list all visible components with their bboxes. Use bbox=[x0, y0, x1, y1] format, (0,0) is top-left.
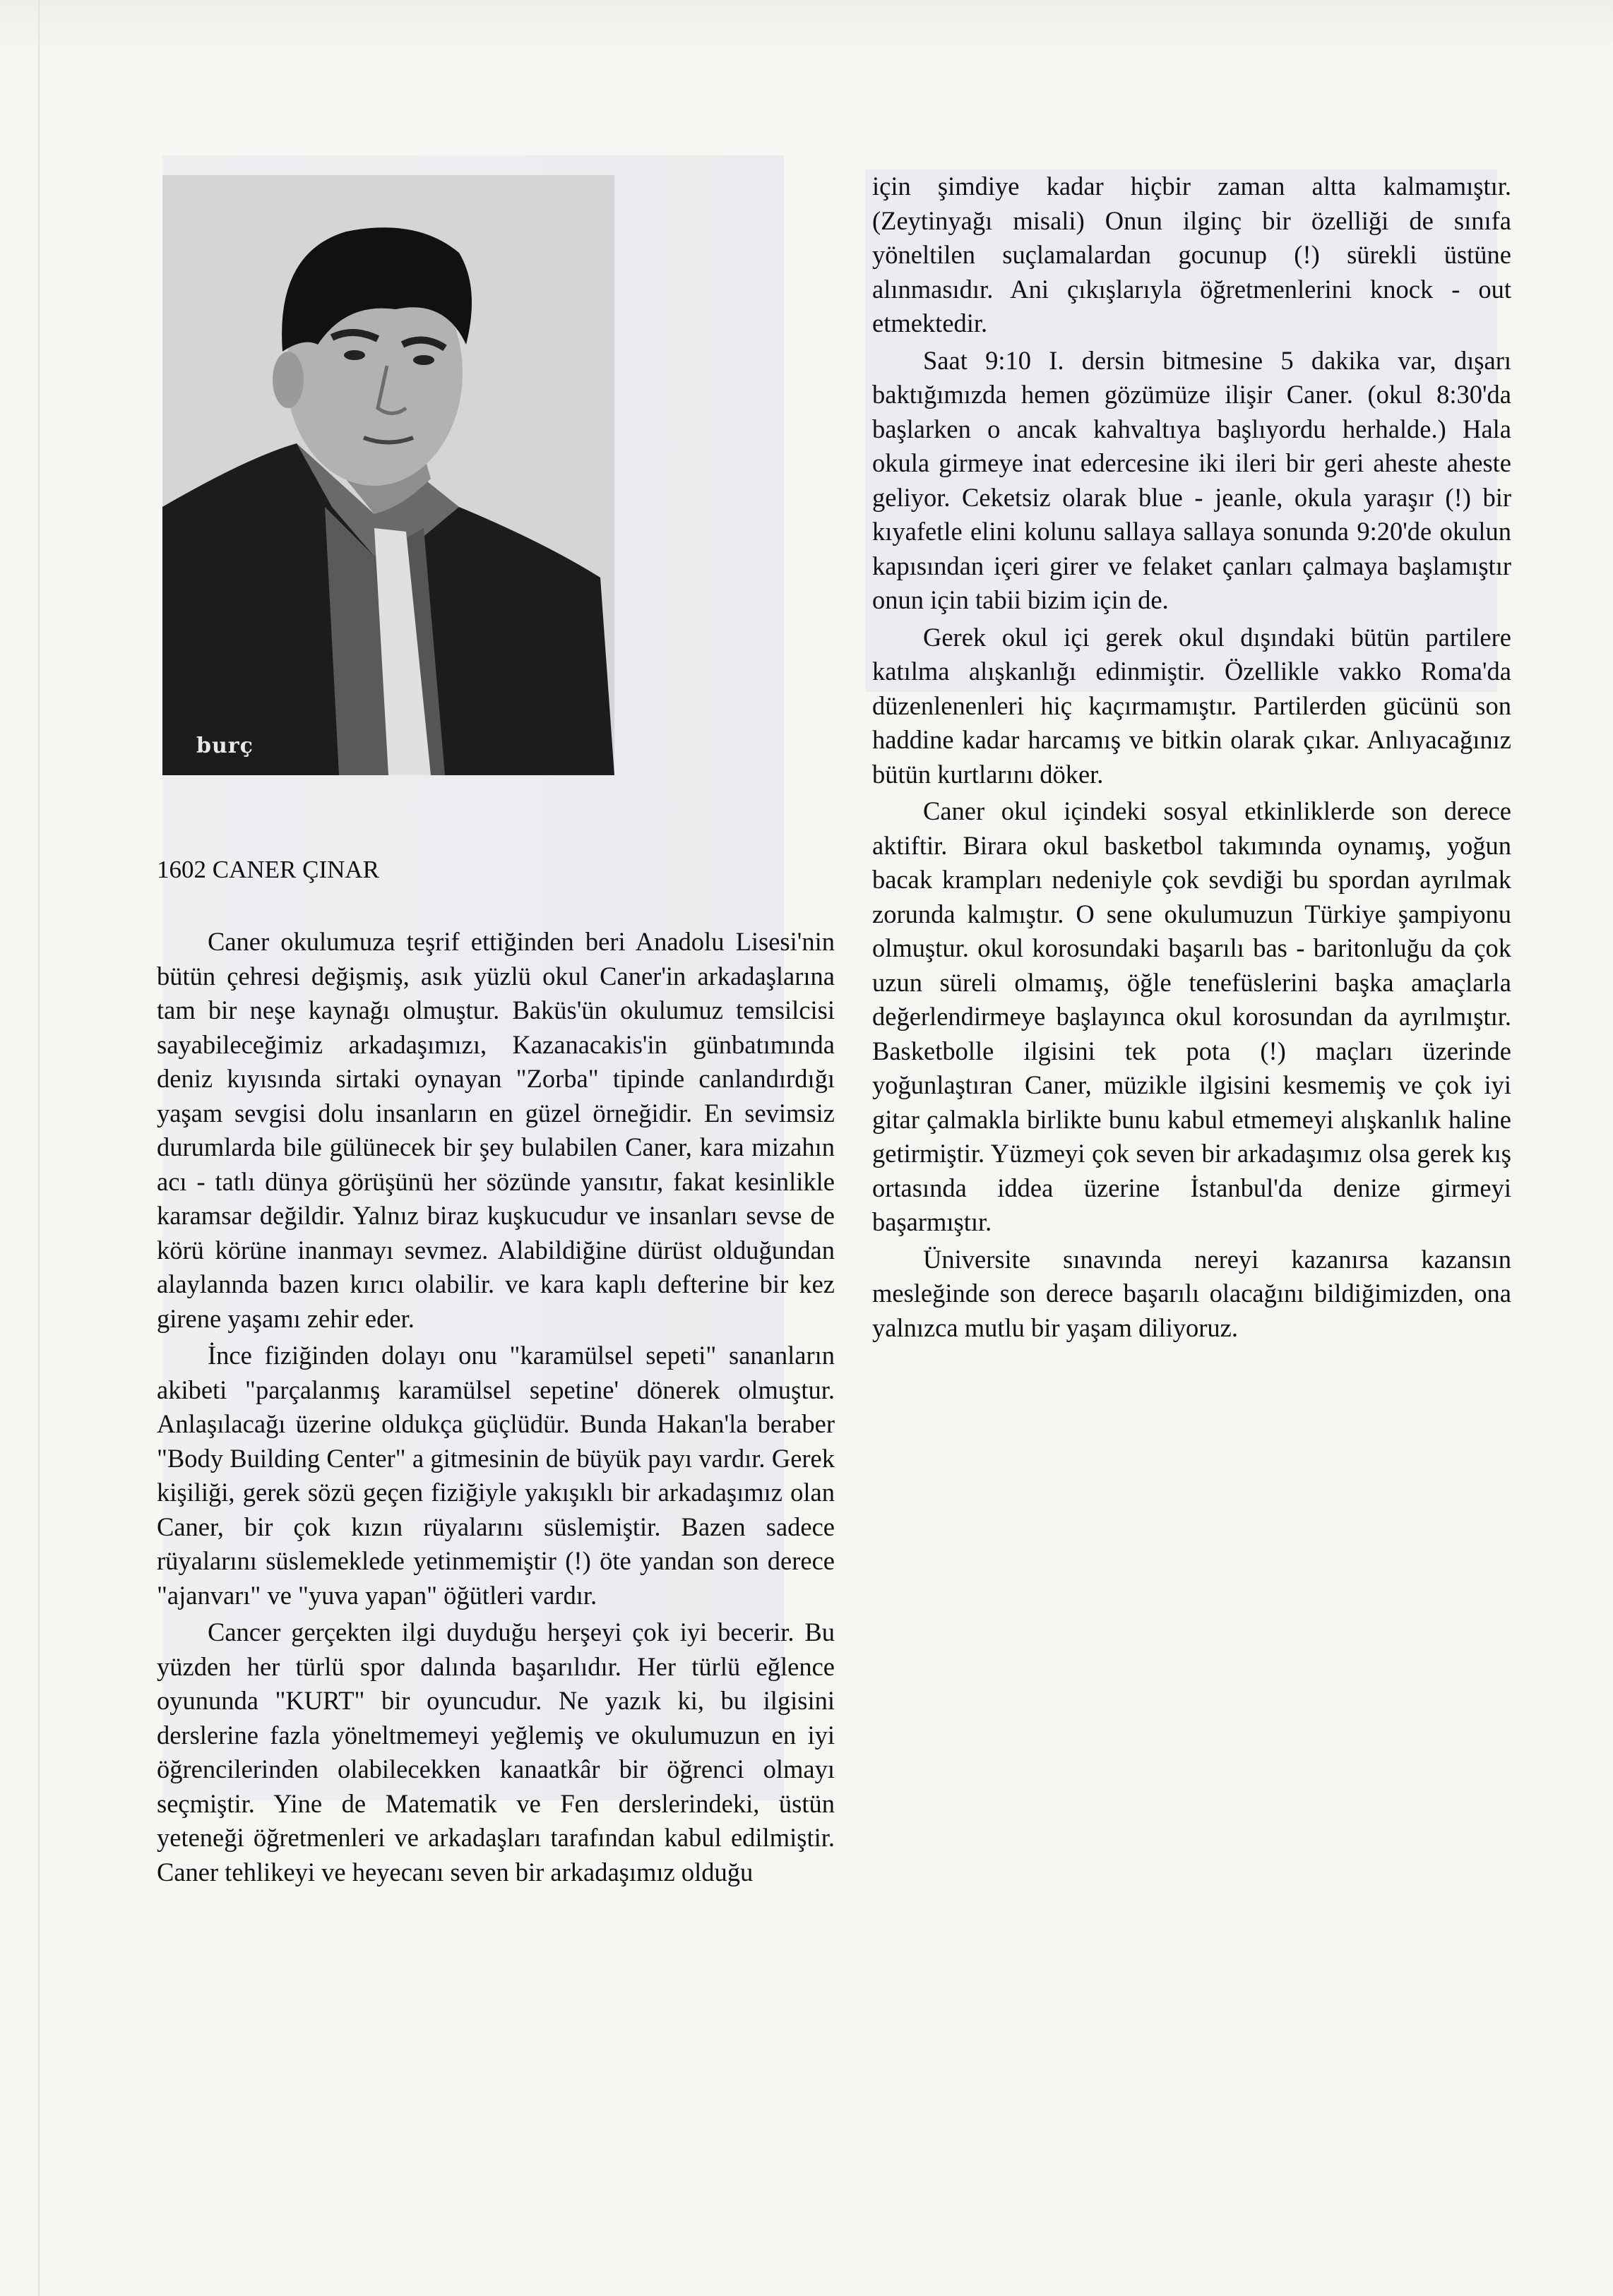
paragraph: Üniversite sınavında nereyi kazanırsa kazansın mesleğinde son derece başarılı olacağını bildiğimizden, ona yalnızca mutlu bir yaşam diliyoruz. bbox=[872, 1244, 1511, 1342]
left-text-column bbox=[157, 925, 835, 1892]
portrait-illustration bbox=[162, 175, 614, 775]
paragraph: Caner okulumuza teşrif ettiğinden beri Anadolu Lisesi'nin bütün çehresi değişmiş, asık yüzlü okul Caner'in arkadaşlarına tam bir neşe kaynağı olmuştur. Baküs'ün okulumuz temsilcisi sayabileceğimiz arkadaşımızı, Kazanacakis'in günbatımında deniz kıyısında sirtaki oynayan "Zorba" tipinde canlandırdığı yaşam sevgisi dolu insanların en güzel örneğidir. En sevimsiz durumlarda bile gülünecek bir şey bulabilen Caner, kara mizahın acı - tatlı dünya görüşünü her sözünde yansıtır, fakat kesinlikle karamsar değildir. Yalnız biraz kuşkucudur ve insanları sevse de körü körüne inanmayı sevmez. Alabildiğine dürüst olduğundan alaylannda bazen kırıcı olabilir. ve kara kaplı defterine bir kez girene yaşamı zehir eder. bbox=[157, 927, 835, 1333]
portrait-photo bbox=[162, 175, 614, 775]
paragraph: Caner okul içindeki sosyal etkinliklerde son derece aktiftir. Birara okul basketbol takımında oynamış, yoğun bacak krampları nedeniyle çok sevdiği bu spordan ayrılmak zorunda kalmıştır. O sene okulumuzun Türkiye şampiyonu olmuştur. okul korosundaki başarılı bas - baritonluğu da çok uzun süreli olmamış, öğle tenefüslerini başka amaçlarla değerlendirmeye başlayınca okul korosundan da ayrılmıştır. Basketbolle ilgisini tek pota (!) maçları üzerinde yoğunlaştıran Caner, müzikle ilgisini kesmemiş ve çok iyi gitar çalmakla birlikte bunu kabul etmemeyi alışkanlık haline getirmiştir. Yüzmeyi çok seven bir arkadaşımız olsa gerek kış ortasında iddea üzerine İstanbul'da denize girmeyi başarmıştır. bbox=[872, 796, 1511, 1236]
photo-studio-stamp: burç bbox=[196, 734, 254, 758]
student-name-heading: 1602 CANER ÇINAR bbox=[157, 856, 380, 883]
page-top-edge bbox=[0, 0, 1613, 44]
paragraph: İnce fiziğinden dolayı onu "karamülsel sepeti" sananların akibeti "parçalanmış karamülsel sepetine' dönerek olmuştur. Anlaşılacağı üzerine oldukça güçlüdür. Bunda Hakan'la beraber "Body Building Center" a gitmesinin de büyük payı vardır. Gerek kişiliği, gerek sözü geçen fiziğiyle yakışıklı bir arkadaşımız olan Caner, bir çok kızın rüyalarını süslemiştir. Bazen sadece rüyalarını süslemeklede yetinmemiştir (!) öte yandan son derece "ajanvarı" ve "yuva yapan" öğütleri vardır. bbox=[157, 1341, 835, 1610]
paragraph-continued: için şimdiye kadar hiçbir zaman altta kalmamıştır. (Zeytinyağı misali) Onun ilginç bir özelliği de sınıfa yöneltilen suçlamalardan gocunup (!) sürekli üstüne alınmasıdır. Ani çıkışlarıyla öğretmenlerini knock - out etmektedir. bbox=[872, 172, 1511, 337]
paragraph: Saat 9:10 I. dersin bitmesine 5 dakika var, dışarı baktığımızda hemen gözümüze ilişir Caner. (okul 8:30'da başlarken o ancak kahvaltıya başlıyordu herhalde.) Hala okula girmeye inat edercesine iki ileri bir geri aheste aheste geliyor. Ceketsiz olarak blue - jeanle, okula yaraşır (!) bir kıyafetle elini kolunu sallaya sallaya sonunda 9:20'de okulun kapısından içeri girer ve felaket çanları çalmaya başlamıştır onun için tabii bizim için de. bbox=[872, 345, 1511, 614]
page-binding-edge bbox=[38, 0, 40, 2296]
paragraph: Cancer gerçekten ilgi duyduğu herşeyi çok iyi becerir. Bu yüzden her türlü spor dalında başarılıdır. Her türlü eğlence oyununda "KURT" bir oyuncudur. Ne yazık ki, bu ilgisini derslerine fazla yöneltmemeyi yeğlemiş ve okulumuzun en iyi öğrencilerinden olabilecekken kanaatkâr bir öğrenci olmayı seçmiştir. Yine de Matematik ve Fen derslerindeki, üstün yeteneği öğretmenleri ve arkadaşları tarafından kabul edilmiştir. Caner tehlikeyi ve heyecanı seven bir arkadaşımız olduğu bbox=[157, 1618, 835, 1887]
paragraph: Gerek okul içi gerek okul dışındaki bütün partilere katılma alışkanlığı edinmiştir. Özellikle vakko Roma'da düzenlenenleri hiç kaçırmamıştır. Partilerden gücünü son haddine kadar harcamış ve bitkin olarak çıkar. Anlıyacağınız bütün kurtlarını döker. bbox=[872, 622, 1511, 789]
right-text-column bbox=[872, 169, 1511, 1348]
